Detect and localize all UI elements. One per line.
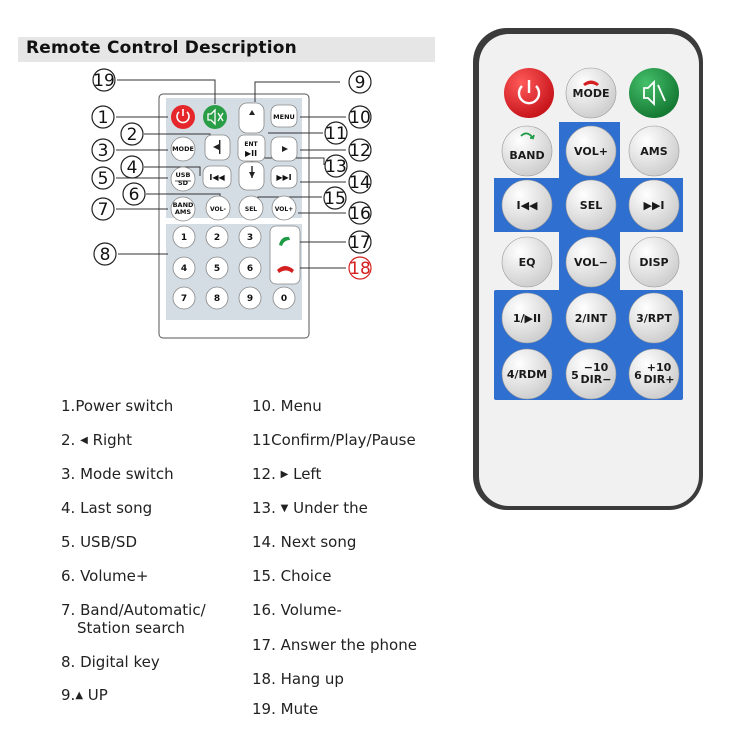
desc-item: 4. Last song — [61, 499, 153, 517]
svg-text:1: 1 — [97, 108, 109, 128]
svg-text:2: 2 — [213, 233, 221, 243]
diagram-vol-minus-label: VOL- — [210, 206, 226, 213]
photo-mode-label: MODE — [572, 87, 610, 100]
diagram-ent-glyph: ▶II — [244, 149, 258, 158]
photo-6-top: +10 — [646, 361, 672, 374]
svg-text:12: 12 — [349, 141, 371, 161]
photo-3-label: 3/RPT — [636, 312, 672, 325]
desc-item: 1.Power switch — [61, 397, 174, 415]
svg-text:18: 18 — [349, 259, 371, 279]
svg-text:4: 4 — [180, 264, 188, 274]
photo-next-label: ▶▶I — [643, 199, 665, 212]
desc-item: 7. Band/Automatic/ — [61, 601, 206, 619]
svg-text:3: 3 — [97, 141, 109, 161]
desc-item: 9.▲ UP — [61, 686, 108, 704]
svg-text:8: 8 — [99, 245, 111, 265]
svg-text:7: 7 — [180, 294, 188, 304]
svg-text:9: 9 — [246, 294, 254, 304]
svg-text:17: 17 — [349, 233, 371, 253]
desc-item: 18. Hang up — [252, 670, 344, 688]
diagram-band-label: BAND — [172, 201, 194, 209]
down-triangle-icon: ▼ — [280, 503, 289, 514]
desc-item: 8. Digital key — [61, 653, 160, 671]
photo-2-label: 2/INT — [574, 312, 608, 325]
photo-ams-label: AMS — [640, 145, 668, 158]
call-keys-panel — [270, 226, 300, 284]
svg-text:5: 5 — [97, 169, 109, 189]
diagram-power-button — [171, 105, 195, 129]
diagram-menu-label: MENU — [273, 113, 295, 121]
svg-text:16: 16 — [349, 204, 371, 224]
desc-item: 17. Answer the phone — [252, 636, 417, 654]
svg-text:14: 14 — [349, 173, 371, 193]
diagram-up-button — [239, 103, 264, 133]
svg-text:13: 13 — [325, 157, 347, 177]
desc-item: 6. Volume+ — [61, 567, 149, 585]
diagram-prev-label: I◀◀ — [209, 173, 225, 182]
left-arrow-stem — [219, 140, 220, 154]
left-triangle-icon: ◀ — [80, 435, 88, 446]
svg-text:19: 19 — [93, 71, 115, 91]
page-title: Remote Control Description — [26, 38, 297, 58]
svg-text:15: 15 — [324, 189, 346, 209]
up-triangle-icon: ▲ — [75, 690, 84, 701]
photo-4-label: 4/RDM — [506, 368, 548, 381]
photo-5-top: −10 — [583, 361, 609, 374]
diagram-ams-label: AMS — [174, 208, 192, 216]
diagram-sel-label: SEL — [244, 206, 258, 213]
photo-5-num: 5 — [571, 369, 579, 382]
remote-diagram — [0, 0, 440, 390]
desc-item: 12. ▶ Left — [252, 465, 322, 483]
photo-vol-plus-label: VOL+ — [574, 145, 608, 158]
photo-6-bot: DIR+ — [643, 373, 675, 386]
desc-item: 16. Volume- — [252, 601, 342, 619]
desc-item: 15. Choice — [252, 567, 332, 585]
desc-item: 10. Menu — [252, 397, 322, 415]
diagram-vol-plus-label: VOL+ — [274, 206, 294, 213]
desc-item: 11Confirm/Play/Pause — [252, 431, 416, 449]
remote-photo — [460, 20, 720, 520]
desc-item: 3. Mode switch — [61, 465, 174, 483]
svg-text:10: 10 — [349, 108, 371, 128]
photo-band-label: BAND — [509, 149, 545, 162]
svg-text:0: 0 — [280, 294, 288, 304]
diagram-ent-label: ENT — [244, 141, 258, 148]
svg-text:6: 6 — [246, 264, 254, 274]
desc-item-continuation: Station search — [77, 619, 185, 637]
svg-text:4: 4 — [126, 158, 138, 178]
svg-text:9: 9 — [354, 73, 366, 93]
down-arrow-stem — [251, 166, 252, 178]
photo-6-num: 6 — [634, 369, 642, 382]
photo-1-label: 1/▶II — [512, 312, 542, 325]
photo-disp-label: DISP — [639, 256, 669, 269]
diagram-next-label: ▶▶I — [276, 173, 292, 182]
svg-text:1: 1 — [180, 233, 188, 243]
photo-sel-label: SEL — [579, 199, 603, 212]
svg-text:5: 5 — [213, 264, 221, 274]
desc-item: 19. Mute — [252, 700, 319, 718]
desc-item: 2. ◀ Right — [61, 431, 133, 449]
svg-text:3: 3 — [246, 233, 254, 243]
right-triangle-icon: ▶ — [280, 469, 289, 480]
svg-text:6: 6 — [128, 185, 140, 205]
diagram-mode-label: MODE — [172, 145, 194, 153]
svg-text:7: 7 — [97, 200, 109, 220]
svg-text:8: 8 — [213, 294, 221, 304]
desc-item: 13. ▼ Under the — [252, 499, 368, 517]
diagram-usb-label: USB — [175, 171, 191, 179]
svg-text:11: 11 — [325, 124, 347, 144]
photo-vol-minus-label: VOL− — [574, 256, 608, 269]
diagram-sd-label: SD — [177, 179, 189, 187]
desc-item: 14. Next song — [252, 533, 357, 551]
svg-text:2: 2 — [126, 125, 138, 145]
photo-5-bot: DIR− — [580, 373, 612, 386]
photo-prev-label: I◀◀ — [516, 199, 538, 212]
photo-eq-label: EQ — [518, 256, 536, 269]
desc-item: 5. USB/SD — [61, 533, 137, 551]
